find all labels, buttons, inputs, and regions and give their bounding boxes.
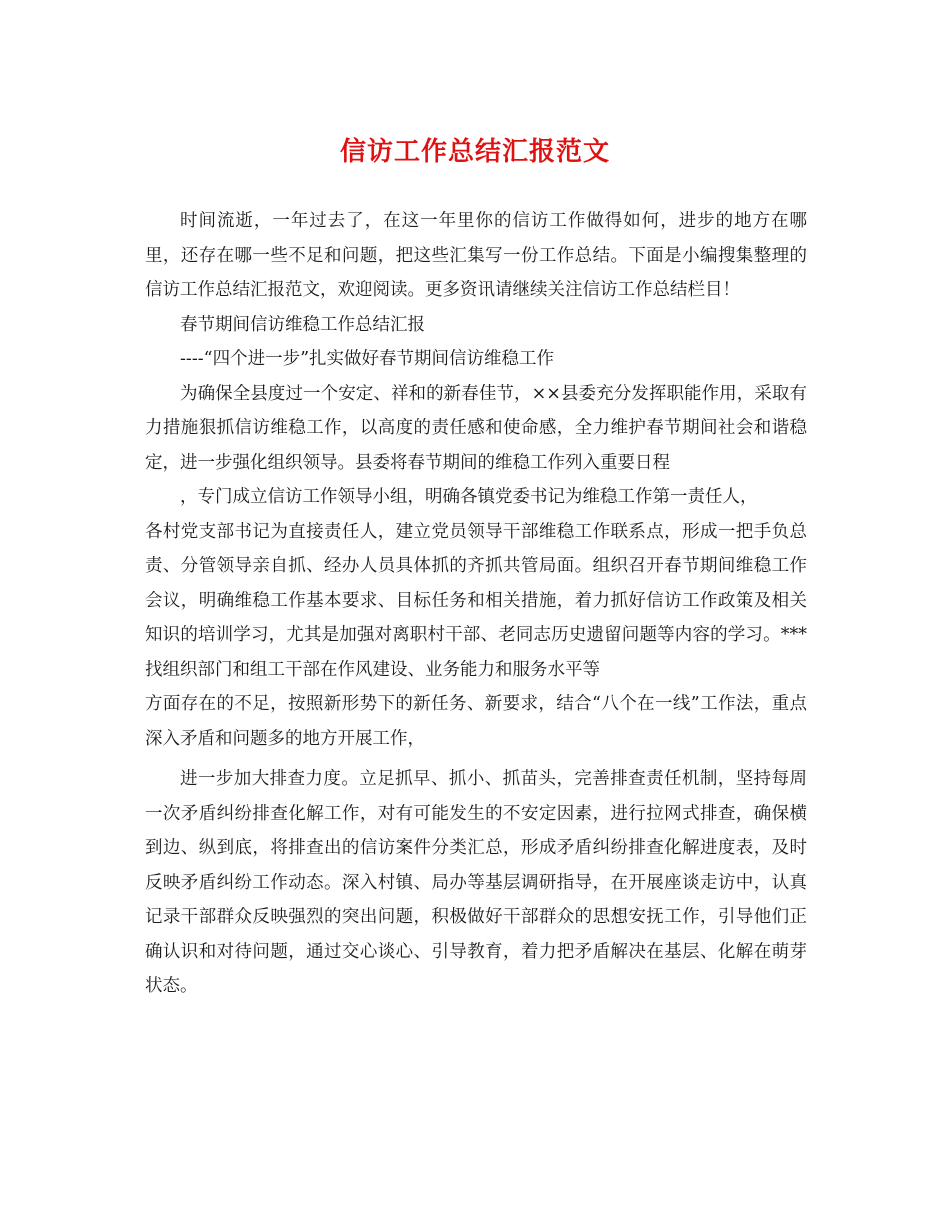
document-body [145,204,807,1004]
paragraph-responsibility: 各村党支部书记为直接责任人，建立党员领导干部维稳工作联系点，形成一把手负总责、分管领导亲自抓、经办人员具体抓的齐抓共管局面。组织召开春节期间维稳工作会议，明确维稳工作基本要求、目标任务和相关措施，着力抓好信访工作政策及相关知识的培训学习，尤其是加强对离职村干部、老同志历史遗留问题等内容的学习。***找组织部门和组工干部在作风建设、业务能力和服务水平等 [145,521,807,680]
paragraph-subheading: ----“四个进一步”扎实做好春节期间信访维稳工作 [180,349,555,369]
paragraph-heading: 春节期间信访维稳工作总结汇报 [180,314,425,335]
paragraph-intro: 时间流逝，一年过去了，在这一年里你的信访工作做得如何，进步的地方在哪里，还存在哪一些不足和问题，把这些汇集写一份工作总结。下面是小编搜集整理的信访工作总结汇报范文，欢迎阅读。更多资讯请继续关注信访工作总结栏目！ [145,211,807,300]
paragraph-work-method: 方面存在的不足，按照新形势下的新任务、新要求，结合“八个在一线”工作法，重点深入矛盾和问题多的地方开展工作， [145,694,807,749]
paragraph-leadership-group: ，专门成立信访工作领导小组，明确各镇党委书记为维稳工作第一责任人， [180,487,758,507]
document-title: 信访工作总结汇报范文 [339,137,610,167]
paragraph-organization: 为确保全县度过一个安定、祥和的新春佳节，××县委充分发挥职能作用，采取有力措施狠抓信访维稳工作，以高度的责任感和使命感，全力维护春节期间社会和谐稳定，进一步强化组织领导。县委将春节期间的维稳工作列入重要日程 [145,383,807,473]
paragraph-investigation: 进一步加大排查力度。立足抓早、抓小、抓苗头，完善排查责任机制，坚持每周一次矛盾纠纷排查化解工作，对有可能发生的不安定因素，进行拉网式排查，确保横到边、纵到底，将排查出的信访案件分类汇总，形成矛盾纠纷排查化解进度表，及时反映矛盾纠纷工作动态。深入村镇、局办等基层调研指导，在开展座谈走访中，认真记录干部群众反映强烈的突出问题，积极做好干部群众的思想安抚工作，引导他们正确认识和对待问题，通过交心谈心、引导教育，着力把矛盾解决在基层、化解在萌芽状态。 [145,769,807,996]
